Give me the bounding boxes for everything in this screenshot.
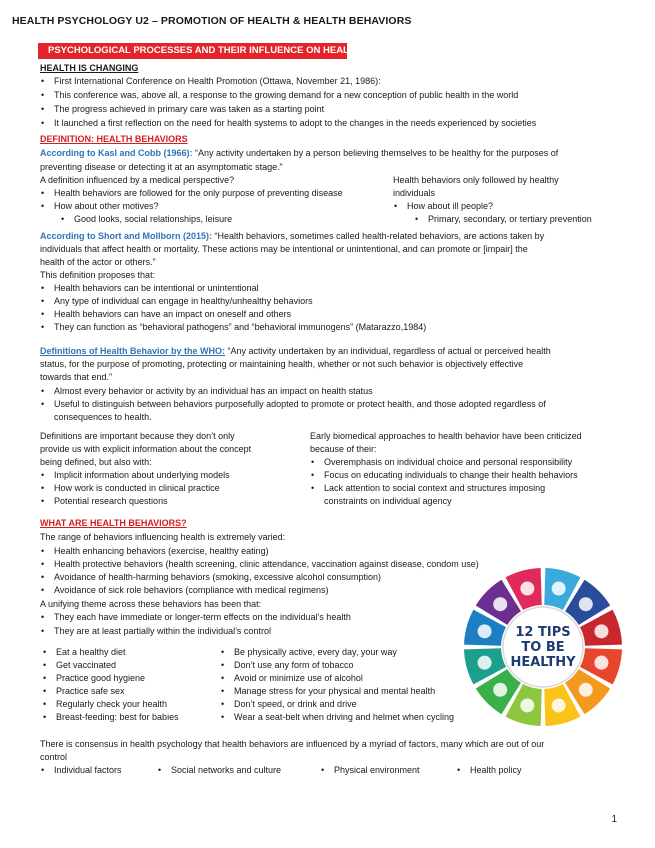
- list-subitem: • Primary, secondary, or tertiary prevention: [428, 213, 592, 225]
- list-item: • Potential research questions: [54, 495, 168, 507]
- wheel-tip-icon: [493, 597, 507, 611]
- kasl-text: “Any activity undertaken by a person believing themselves to be healthy for the purposes of: [192, 148, 559, 158]
- factor-item: • Health policy: [470, 764, 522, 776]
- document-title: HEALTH PSYCHOLOGY U2 – PROMOTION OF HEALTH & HEALTH BEHAVIORS: [12, 15, 412, 27]
- who-label: Definitions of Health Behavior by the WHO:: [40, 346, 226, 356]
- list-item: • How about ill people?: [407, 200, 493, 212]
- list-item: • Focus on educating individuals to change their health behaviors: [324, 469, 578, 481]
- kasl-text-cont: preventing disease or detecting it at an asymptomatic stage.”: [40, 162, 283, 172]
- list-item: • They can function as “behavioral pathogens” and “behavioral immunogens” (Matarazzo,1984): [54, 321, 426, 333]
- what-heading: WHAT ARE HEALTH BEHAVIORS?: [40, 518, 187, 528]
- list-subitem: • Good looks, social relationships, leisure: [74, 213, 232, 225]
- theme-intro: A unifying theme across these behaviors has been that:: [40, 599, 262, 609]
- who-text-cont: status, for the purpose of promoting, protecting or maintaining health, whether or not such behavior is objectively effective: [40, 359, 524, 369]
- list-item: • Health protective behaviors (health screening, clinic attendance, vaccination against disease, condom use): [54, 558, 479, 570]
- tip-item: • Manage stress for your physical and mental health: [234, 685, 435, 697]
- tip-item: • Don’t speed, or drink and drive: [234, 698, 357, 710]
- right-intro: Health behaviors only followed by healthy: [393, 175, 559, 185]
- list-item: • Lack attention to social context and structures imposing: [324, 482, 545, 494]
- short-text-cont: health of the actor or others.”: [40, 257, 156, 267]
- range-intro: The range of behaviors influencing health is extremely varied:: [40, 532, 286, 542]
- list-item: • Health enhancing behaviors (exercise, healthy eating): [54, 545, 269, 557]
- wheel-tip-icon: [493, 683, 507, 697]
- list-item: • They are at least partially within the individual’s control: [54, 625, 271, 637]
- kasl-label: According to Kasl and Cobb (1966):: [40, 148, 193, 158]
- left-intro: A definition influenced by a medical perspective?: [40, 175, 235, 185]
- list-item: • Avoidance of health-harming behaviors (smoking, excessive alcohol consumption): [54, 571, 381, 583]
- important-intro-cont: provide us with explicit information about the concept: [40, 444, 252, 454]
- kasl-definition: [40, 147, 558, 159]
- list-item: • Overemphasis on individual choice and personal responsibility: [324, 456, 572, 468]
- proposes-intro: This definition proposes that:: [40, 270, 156, 280]
- list-item: • How work is conducted in clinical practice: [54, 482, 220, 494]
- tip-item: • Breast-feeding: best for babies: [56, 711, 179, 723]
- list-item: • Almost every behavior or activity by an individual has an impact on health status: [54, 385, 373, 397]
- wheel-tip-icon: [552, 698, 566, 712]
- list-item: • This conference was, above all, a response to the growing demand for a new conception of public health in the world: [54, 89, 518, 101]
- wheel-line1: 12 TIPS: [515, 625, 571, 640]
- wheel-tip-icon: [520, 582, 534, 596]
- short-definition: [40, 230, 544, 242]
- list-item: • Useful to distinguish between behaviors purposefully adopted to promote or protect health, and those adopted regardless of: [54, 398, 546, 410]
- biomedical-intro-cont: because of their:: [310, 444, 377, 454]
- tip-item: • Regularly check your health: [56, 698, 167, 710]
- wheel-tip-icon: [594, 656, 608, 670]
- list-item: • They each have immediate or longer-term effects on the individual’s health: [54, 611, 351, 623]
- tip-item: • Be physically active, every day, your way: [234, 646, 397, 658]
- who-definition: [40, 345, 551, 357]
- factor-item: • Social networks and culture: [171, 764, 281, 776]
- list-item: • The progress achieved in primary care was taken as a starting point: [54, 103, 324, 115]
- tip-item: • Practice good hygiene: [56, 672, 145, 684]
- consensus-text-cont: control: [40, 752, 68, 762]
- twelve-tips-wheel: [462, 566, 624, 728]
- consensus-text: There is consensus in health psychology that health behaviors are influenced by a myriad of factors, many which are out of our: [40, 739, 545, 749]
- list-item: • It launched a first reflection on the need for health systems to adopt to the changes in the needs experienced by societies: [54, 117, 536, 129]
- list-item: • Health behaviors can have an impact on oneself and others: [54, 308, 291, 320]
- list-item: • Health behaviors can be intentional or unintentional: [54, 282, 259, 294]
- tip-item: • Practice safe sex: [56, 685, 125, 697]
- list-item: • Health behaviors are followed for the only purpose of preventing disease: [54, 187, 343, 199]
- important-intro-cont: being defined, but also with:: [40, 457, 152, 467]
- tip-item: • Avoid or minimize use of alcohol: [234, 672, 363, 684]
- wheel-line3: HEALTHY: [510, 655, 576, 670]
- definition-heading: DEFINITION: HEALTH BEHAVIORS: [40, 134, 188, 144]
- right-intro-cont: individuals: [393, 188, 436, 198]
- wheel-tip-icon: [552, 582, 566, 596]
- list-item: • First International Conference on Health Promotion (Ottawa, November 21, 1986):: [54, 75, 381, 87]
- short-text: “Health behaviors, sometimes called health-related behaviors, are actions taken by: [212, 231, 545, 241]
- tip-item: • Don’t use any form of tobacco: [234, 659, 354, 671]
- list-item: • Any type of individual can engage in healthy/unhealthy behaviors: [54, 295, 313, 307]
- tip-item: • Wear a seat-belt when driving and helmet when cycling: [234, 711, 454, 723]
- tip-item: • Get vaccinated: [56, 659, 116, 671]
- important-intro: Definitions are important because they don’t only: [40, 431, 235, 441]
- wheel-tip-icon: [579, 683, 593, 697]
- page-number: 1: [611, 814, 617, 825]
- health-changing-heading: HEALTH IS CHANGING: [40, 63, 139, 73]
- biomedical-intro: Early biomedical approaches to health behavior have been criticized: [310, 431, 582, 441]
- list-item: • Avoidance of sick role behaviors (compliance with medical regimens): [54, 584, 328, 596]
- who-text-cont: towards that end.”: [40, 372, 113, 382]
- factor-item: • Physical environment: [334, 764, 420, 776]
- list-item-cont: constraints on individual agency: [324, 496, 452, 506]
- section-banner: PSYCHOLOGICAL PROCESSES AND THEIR INFLUENCE ON HEALTH: [38, 43, 347, 59]
- wheel-tip-icon: [478, 624, 492, 638]
- factor-item: • Individual factors: [54, 764, 122, 776]
- short-text-cont: individuals that affect health or mortality. These actions may be intentional or unintentional, and can promote or [impair] the: [40, 244, 528, 254]
- wheel-tip-icon: [594, 624, 608, 638]
- list-item-cont: consequences to health.: [54, 412, 152, 422]
- wheel-line2: TO BE: [521, 640, 565, 655]
- who-text: “Any activity undertaken by an individual, regardless of actual or perceived health: [225, 346, 551, 356]
- wheel-tip-icon: [579, 597, 593, 611]
- list-item: • How about other motives?: [54, 200, 159, 212]
- list-item: • Implicit information about underlying models: [54, 469, 230, 481]
- wheel-tip-icon: [520, 698, 534, 712]
- wheel-tip-icon: [478, 656, 492, 670]
- short-label: According to Short and Mollborn (2015):: [40, 231, 213, 241]
- tip-item: • Eat a healthy diet: [56, 646, 126, 658]
